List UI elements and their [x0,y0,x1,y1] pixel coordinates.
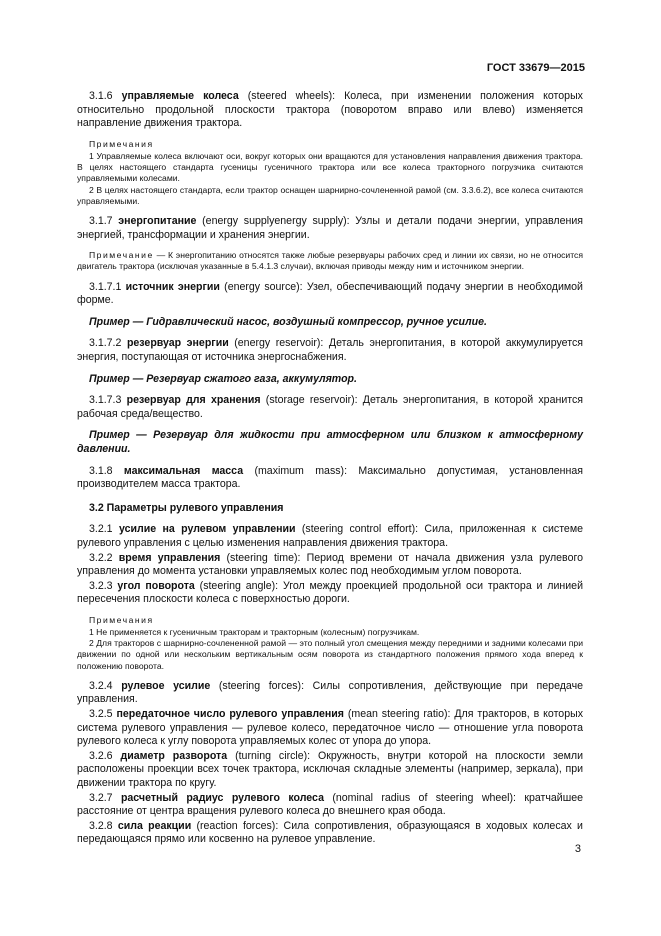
clause-term: диаметр разворота [120,749,228,762]
clause-term: управляемые колеса [121,90,239,102]
note-item: 2 В целях настоящего стандарта, если трактор оснащен шарнирно-сочлененной рамой (см. 3.3.6.2), все колеса считаются управляемыми. [77,184,583,206]
clause-number: 3.2.7 [89,791,113,804]
clause-3-2-1 [77,523,583,550]
clause-3-2-5 [77,708,583,749]
note-text [77,250,583,272]
section-heading-3-2: 3.2 Параметры рулевого управления [89,501,284,514]
clause-term: рулевое усилие [121,679,211,692]
clause-3-1-8 [77,465,583,492]
clause-3-1-7 [77,215,583,242]
clause-3-1-7-1 [77,281,583,308]
note-item: 1 Не применяется к гусеничным тракторам и тракторным (колесным) погрузчикам. [89,627,420,638]
document-body [77,90,583,848]
clause-text: (turning circle): Окружность, внутри которой на плоскости земли расположены проекции всех точек трактора, исключая складные элементы (например, зеркала), при движении трактора по кругу. [77,749,583,790]
clause-number: 3.1.7.2 [89,337,122,350]
note-body: — К энергопитанию относятся также любые резервуары рабочих сред и линии их связи, но не относится двигатель трактора (исключая указанные в 5.4.1.3 случаи), включая приводы между ним и источником энергии. [77,250,583,272]
clause-term: угол поворота [117,579,195,592]
clause-number: 3.2.4 [89,679,113,692]
clause-term: передаточное число рулевого управления [116,708,344,721]
example-3-1-7-1: Пример — Гидравлический насос, воздушный компрессор, ручное усилие. [89,315,487,328]
clause-term: резервуар для хранения [126,394,261,407]
clause-3-2-4 [77,680,583,707]
clause-3-2-8 [77,820,583,847]
note-item: 1 Управляемые колеса включают оси, вокруг которых они вращаются для установления направления движения трактора. В целях настоящего стандарта гусеницы гусеничного трактора или все колеса тракторного погрузчика считаются управляемыми колесами. [77,150,583,184]
clause-3-2-2 [77,552,583,579]
clause-number: 3.1.7.3 [89,394,122,407]
clause-3-1-7-2 [77,337,583,364]
notes-3-2-3 [77,615,583,672]
clause-text: (energy supplyenergy supply): Узлы и детали подачи энергии, управления энергией, трансформации и хранения энергии. [77,215,583,241]
clause-number: 3.2.1 [89,523,113,536]
clause-term: источник энергии [125,280,220,293]
page-number: 3 [574,843,581,855]
clause-text: (reaction forces): Сила сопротивления, образующаяся в ходовых колесах и передающаяся прямо или косвенно на рулевое управление. [77,819,583,846]
example-3-1-7-2: Пример — Резервуар сжатого газа, аккумулятор. [89,372,357,385]
clause-text: (steering forces): Силы сопротивления, действующие при передаче управления. [77,679,583,706]
standard-code: ГОСТ 33679—2015 [486,62,585,74]
clause-number: 3.2.3 [89,579,113,592]
clause-text: (steered wheels): Колеса, при изменении положения которых относительно продольной плоскости трактора (поворотом вправо или влево) изменяется направление движения трактора. [77,90,583,130]
clause-text: (nominal radius of steering wheel): кратчайшее расстояние от центра вращения рулевого колеса до внешнего края обода. [77,791,583,818]
clause-3-1-7-3 [77,394,583,421]
notes-heading: Примечания [89,138,154,149]
clause-text: (energy source): Узел, обеспечивающий подачу энергии в необходимой форме. [77,280,583,307]
clause-text: (maximum mass): Максимально допустимая, установленная производителем масса трактора. [77,464,583,491]
note-item: 2 Для тракторов с шарнирно-сочлененной рамой — это полный угол смещения между передними и задними колесами при движении по одной или нескольким вертикальным осям поворота из стандартного положения прямого хода вперед к положению поворота. [77,638,583,671]
clause-term: сила реакции [117,819,192,832]
clause-text: (mean steering ratio): Для тракторов, в которых система рулевого управления — рулевое колесо, передаточное число — отношение угла поворота рулевого колеса к углу поворота управляемых колес от упора до упора. [77,708,584,748]
clause-text: (steering angle): Угол между проекцией продольной оси трактора и линией пересечения плоскости колеса с поверхностью дороги. [77,579,583,606]
clause-term: резервуар энергии [126,337,229,350]
note-label: Примечание [89,250,154,261]
clause-text: (steering control effort): Сила, приложенная к системе рулевого управления с целью изменения направления движения трактора. [77,523,583,549]
clause-3-1-6 [77,90,583,131]
clause-term: максимальная масса [123,464,244,477]
clause-number: 3.1.8 [89,464,113,477]
clause-number: 3.1.7.1 [89,280,122,293]
clause-text: (storage reservoir): Деталь энергопитания, в которой хранится рабочая среда/вещество. [77,394,583,420]
clause-number: 3.2.8 [89,819,113,832]
clause-term: энергопитание [118,215,197,227]
clause-term: расчетный радиус рулевого колеса [120,791,324,804]
clause-text: (energy reservoir): Деталь энергопитания, в которой аккумулируется энергия, поступающая от источника энергоснабжения. [77,337,583,363]
clause-3-2-7 [77,792,583,819]
clause-number: 3.1.6 [89,90,113,102]
clause-number: 3.2.6 [89,749,113,762]
notes-heading: Примечания [89,614,154,625]
clause-number: 3.2.5 [89,708,113,721]
example-3-1-7-3: Пример — Резервуар для жидкости при атмосферном или близком к атмосферному давлении. [77,429,583,455]
clause-3-2-6 [77,750,583,791]
clause-number: 3.2.2 [89,551,113,564]
clause-term: время управления [118,551,221,564]
clause-term: усилие на рулевом управлении [118,523,296,536]
clause-3-2-3 [77,580,583,607]
notes-3-1-6 [77,139,583,207]
note-3-1-7 [77,250,583,272]
clause-text: (steering time): Период времени от начала движения узла рулевого управления до момента установки управляемых колес под необходимым углом поворота. [77,551,583,578]
clause-number: 3.1.7 [89,215,113,227]
